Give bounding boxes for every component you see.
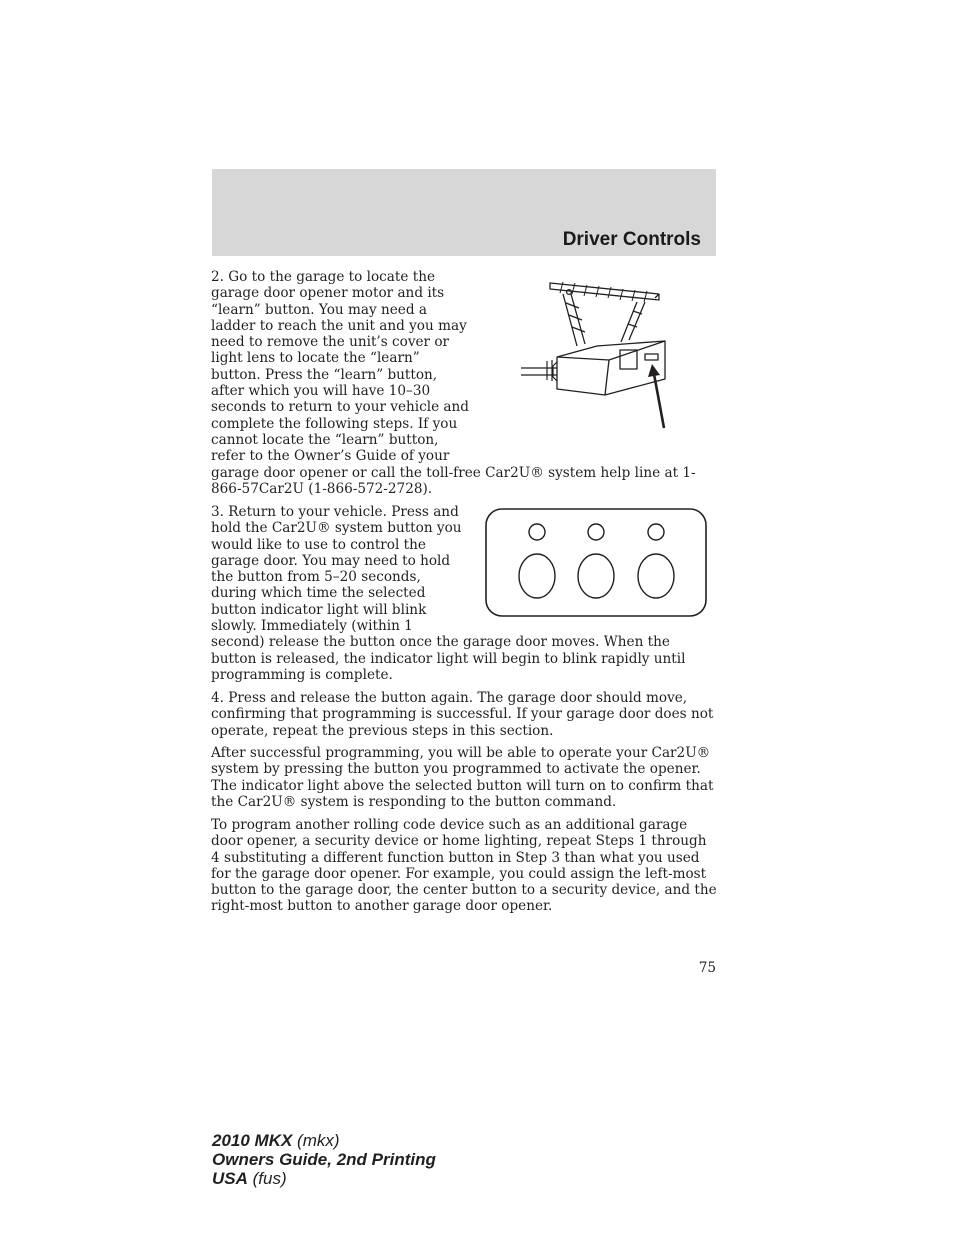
another-device-paragraph: To program another rolling code device such as an additional garage door opener, a security device or home lighting, repeat Steps 1 through 4 substituting a different function button in Step 3 than what you used for the garage door opener. For example, you could assign the left-most button to the garage door, the center button to a security device, and the right-most button to another garage door opener. xyxy=(211,817,717,915)
after-programming-paragraph: After successful programming, you will be able to operate your Car2U® system by pressing the button you programmed to activate the opener. The indicator light above the selected button will turn on to confirm that the Car2U® system is responding to the button command. xyxy=(211,745,714,810)
step-2-text: 2. Go to the garage to locate the garage door opener motor and its “learn” button. You may need a ladder to reach the unit and you may need to remove the unit’s cover or light lens to locate the “learn” button. Press the “learn” button, after which you will have 10–30 seconds to return to your vehicle and complete the following steps. If you cannot locate the “learn” button, refer to the Owner’s Guide of your garage door opener or call the toll-free Car2U® system help line at 1-866-57Car2U (1-866-572-2728). xyxy=(211,269,696,497)
step-2-paragraph xyxy=(211,269,717,497)
section-title: Driver Controls xyxy=(562,229,701,250)
float-spacer xyxy=(469,504,717,634)
footer-line-1 xyxy=(212,1131,436,1150)
footer-model: 2010 MKX xyxy=(212,1131,293,1150)
footer-model-code: (mkx) xyxy=(292,1131,340,1150)
step-3-paragraph xyxy=(211,504,717,683)
footer-line-2: Owners Guide, 2nd Printing xyxy=(212,1150,436,1169)
footer-market: USA xyxy=(212,1169,248,1188)
footer-market-code: (fus) xyxy=(247,1169,287,1188)
float-spacer xyxy=(471,269,717,452)
section-header-band xyxy=(212,169,716,256)
footer-line-3 xyxy=(212,1169,436,1188)
page-number: 75 xyxy=(698,960,716,976)
step-4-paragraph: 4. Press and release the button again. The garage door should move, confirming that programming is successful. If your garage door does not operate, repeat the previous steps in this section. xyxy=(211,690,714,739)
footer-edition-info xyxy=(212,1131,436,1188)
step-3-text: 3. Return to your vehicle. Press and hold the Car2U® system button you would like to use to control the garage door. You may need to hold the button from 5–20 seconds, during which time the selected button indicator light will blink slowly. Immediately (within 1 second) release the button once the garage door moves. When the button is released, the indicator light will begin to blink rapidly until programming is complete. xyxy=(211,504,686,683)
